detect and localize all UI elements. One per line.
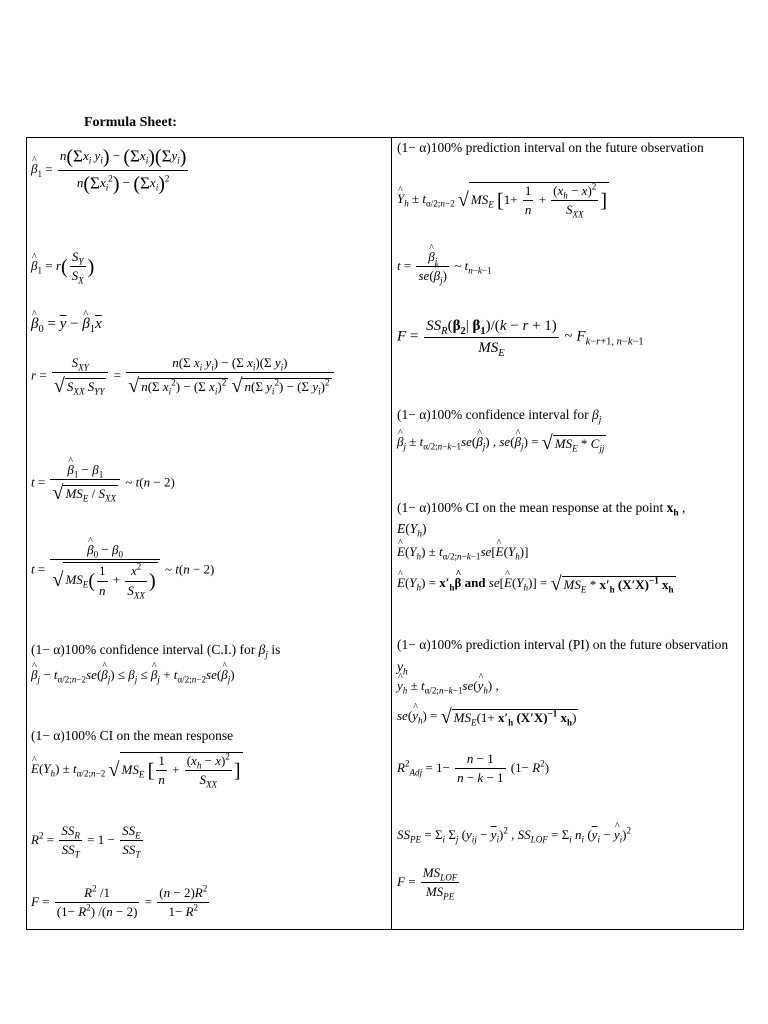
formula-r2-adj: $R^2_{Adj} = 1-$ $\frac{n - 1}{n - k - 1}$ $(1- R^2)$ (397, 751, 550, 786)
formula-ci-beta: ^ $\beta_j$ − $t_{\alpha/2;n-2}se(\^{}$ $\beta_j) \le \beta_j$ ≤ ^ $\beta_j$ + $t_{\alpha/2;n-2}se(\^{}$ $\beta_j$) (31, 668, 235, 682)
formula-ci-mean-point: ^ $E(Y_h)$ ± $t_{\alpha/2;n-k-1}se[\^{}$ $E(Y_h)$] (397, 545, 528, 559)
formula-t-beta1: t = ^ $\frac{\beta_1 - \beta_1}{√ MS_E / S_{XX}}$ ~ t(n − 2) (31, 463, 175, 504)
formula-beta0: ^ $\beta_0 = \overline{y}$ − ^ $\beta_1\overline{x}$ (31, 316, 102, 333)
pred-future-heading: (1− α)100% prediction interval on the future observation (397, 140, 704, 155)
formula-r: r = $\frac{S_{XY}}{√ S_{XX} S_{YY}}$ = $\frac{n(\Sigma x_i y_i) - (\Sigma x_i)(\Sigma y_i)}{√ n(\Sigma x_i^2) - (\Sigma x_i)^2 √ n(\Sigma y_i^2) - (\Sigma y_i)^2}$ (31, 356, 336, 397)
ci-betaj-heading: (1− α)100% confidence interval for $\beta_j$ (397, 407, 602, 426)
formula-ci-betaj: ^ $\beta_j$ ± $t_{\alpha/2;n-k-1}se(\^{}$ $\beta_j$) , se(^ $\beta_j$) = √ $MS_E * C_{jj}$ (397, 432, 606, 454)
formula-pi-yhat: ^ $y_h$ ± $t_{\alpha/2;n-k-1}se(\^{}$ $y_h$) , (397, 679, 499, 693)
formula-f-lof: F = $\frac{MS_{LOF}}{MS_{PE}}$ (397, 865, 458, 902)
ci-mean-heading: (1− α)100% CI on the mean response (31, 728, 234, 743)
formula-ss-pe-lof: $SS_{PE} = \Sigma_i$ $\Sigma_j$ $(y_{ij} - \overline{y}_i)^2$ , $SS_{LOF} = \Sigma_i$ $n_i$ ($\overline{y}_i$ − ^ $y_i)^2$ (397, 828, 631, 842)
formula-f-r2: F = $\frac{R^2 /1}{(1- R^2) /(n - 2)}$ = $\frac{(n - 2)R^2}{1- R^2}$ (31, 883, 208, 920)
ci-beta-heading: (1− α)100% confidence interval (C.I.) for $\beta_j$ is (31, 642, 281, 661)
formula-beta1-r: ^ $\beta_1 = r$( $\frac{S_Y}{S_X}$ ) (31, 250, 94, 284)
pi-future-heading: (1− α)100% prediction interval (PI) on the future observation $y_h$ (397, 637, 729, 678)
formula-t-beta0: t = ^ $\beta_0 - \beta_0$ √ $MS_E$( $\frac{1}{n}$ + $\frac{\overline{x}^2}{S_{XX}}$ ) ~ t(n − 2) (31, 543, 214, 598)
formula-partial-f: F = $\frac{SS_R(\beta_2| \beta_1)/(k - r + 1)}{MS_E}$ ~ $F_{k-r+1, n-k-1}$ (397, 318, 644, 359)
page-title: Formula Sheet: (84, 115, 177, 130)
formula-mean-estimate: ^ $E(Y_h)$ = $x'_h\^{}$ β and se[^ $E(Y_h)$] = √ $MS_E * x'_h$ $(X'X)^{-1}$ $x_h$ (397, 573, 676, 595)
ci-mean-point-heading: (1− α)100% CI on the mean response at the point $x_h$ , $E(Y_h)$ (397, 500, 686, 540)
column-divider (391, 138, 392, 929)
formula-ci-mean: ^ $E(Y_h) \pm t_{\alpha/2;n-2}$ √ $MS_E$ [ $\frac{1}{n}$ + $\frac{(x_h - \overline{x})^2}{S_{XX}}$ ] (31, 752, 243, 788)
formula-r-squared: $R^2$ = $\frac{SS_R}{SS_T}$ = 1 − $\frac{SS_E}{SS_T}$ (31, 823, 141, 860)
formula-pred-interval: ^ $Y_h \pm t_{\alpha/2;n-2}$ √ $MS_E$ [1+ $\frac{1}{n}$ + $\frac{(x_h - \overline{x})^2}{S_{XX}}$ ] (397, 182, 609, 218)
formula-t-betaj: t = ^ $\frac{\beta_j}{se(\^{} \beta_j)}$ ~ $t_{n-k-1}$ (397, 250, 492, 284)
formula-se-yhat: se(^ $y_h$) = √ $MS_E(1+ x'_h$ $(X'X)^{-1}$ $x_h$) (397, 706, 578, 728)
formula-table (26, 137, 744, 930)
formula-beta1-sums: ^ $\beta_1$ = $\frac{n(\Sigma x_i y_i) - (\Sigma x_i)(\Sigma y_i)}{n(\Sigma x_i^2) - (\Sigma x_i)^2}$ (31, 146, 190, 195)
